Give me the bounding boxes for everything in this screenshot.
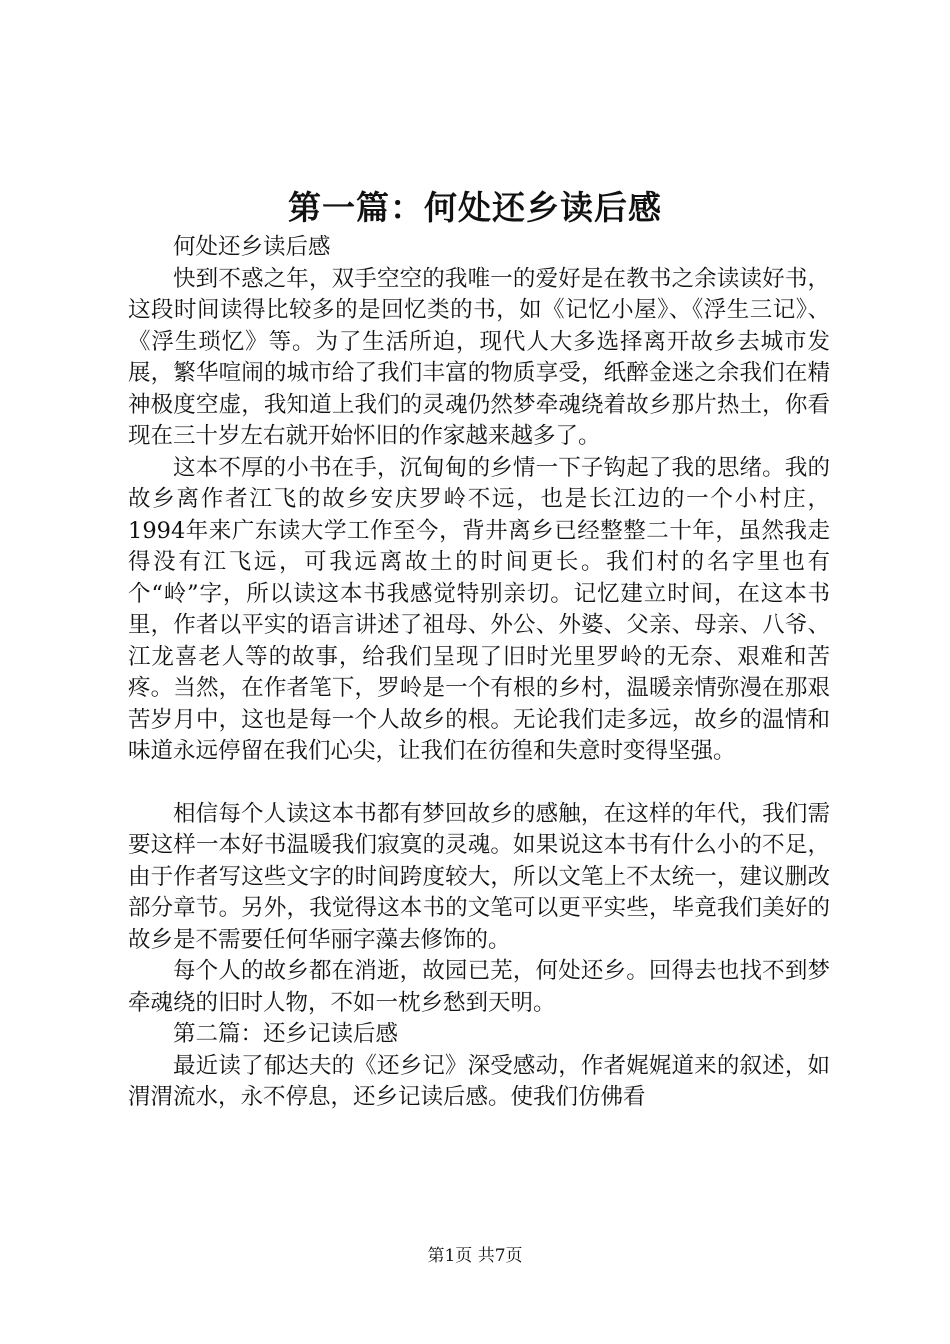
paragraph-subtitle: 何处还乡读后感 (173, 234, 331, 260)
paragraph: 相信每个人读这本书都有梦回故乡的感触，在这样的年代，我们需要这样一本好书温暖我们寂寞的灵魂。如果说这本书有什么小的不足，由于作者写这些文字的时间跨度较大，所以文笔上不太统一，建议删改部分章节。另外，我觉得这本书的文笔可以更平实些，毕竟我们美好的故乡是不需要任何华丽字藻去修饰的。 (128, 800, 830, 953)
section-heading: 第二篇：还乡记读后感 (173, 1021, 399, 1047)
document-body (128, 232, 830, 1114)
paragraph: 最近读了郁达夫的《还乡记》深受感动，作者娓娓道来的叙述，如渭渭流水，永不停息，还乡记读后感。使我们仿佛看 (128, 1052, 830, 1110)
paragraph: 每个人的故乡都在消逝，故园已芜，何处还乡。回得去也找不到梦牵魂绕的旧时人物，不如一枕乡愁到天明。 (128, 958, 830, 1016)
page-footer: 第1页 共7页 (427, 1246, 523, 1266)
paragraph: 快到不惑之年，双手空空的我唯一的爱好是在教书之余读读好书，这段时间读得比较多的是回忆类的书，如《记忆小屋》、《浮生三记》、《浮生琐忆》等。为了生活所迫，现代人大多选择离开故乡去城市发展，繁华喧闹的城市给了我们丰富的物质享受，纸醉金迷之余我们在精神极度空虚，我知道上我们的灵魂仍然梦牵魂绕着故乡那片热土，你看现在三十岁左右就开始怀旧的作家越来越多了。 (128, 265, 830, 449)
document-title: 第一篇：何处还乡读后感 (288, 188, 662, 227)
paragraph: 这本不厚的小书在手，沉甸甸的乡情一下子钩起了我的思绪。我的故乡离作者江飞的故乡安庆罗岭不远，也是长江边的一个小村庄，1994年来广东读大学工作至今，背井离乡已经整整二十年，虽然我走得没有江飞远，可我远离故土的时间更长。我们村的名字里也有个“岭”字，所以读这本书我感觉特别亲切。记忆建立时间，在这本书里，作者以平实的语言讲述了祖母、外公、外婆、父亲、母亲、八爷、江龙喜老人等的故事，给我们呈现了旧时光里罗岭的无奈、艰难和苦疼。当然，在作者笔下，罗岭是一个有根的乡村，温暖亲情弥漫在那艰苦岁月中，这也是每一个人故乡的根。无论我们走多远，故乡的温情和味道永远停留在我们心尖，让我们在彷徨和失意时变得坚强。 (128, 454, 830, 764)
